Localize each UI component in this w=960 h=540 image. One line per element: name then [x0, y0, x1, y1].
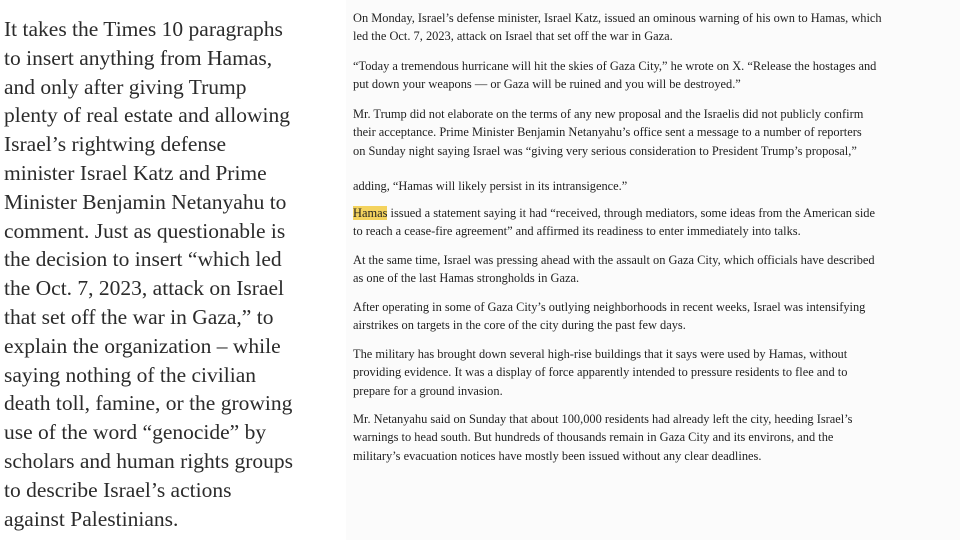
commentary-line: Minister Benjamin Netanyahu to — [4, 189, 287, 214]
article-line: After operating in some of Gaza City’s outlying neighborhoods in recent weeks, Israel was intensifying — [353, 300, 866, 314]
commentary-line: to insert anything from Hamas, — [4, 45, 273, 70]
article-paragraph — [353, 298, 953, 335]
commentary-line: It takes the Times 10 paragraphs — [4, 17, 283, 41]
article-paragraph — [353, 105, 953, 160]
commentary-line: scholars and human rights groups — [4, 448, 294, 473]
commentary-line: death toll, famine, or the growing — [4, 391, 293, 416]
commentary-line: plenty of real estate and allowing — [4, 103, 290, 128]
article-line: their acceptance. Prime Minister Benjamin Netanyahu’s office sent a message to a number of reporters — [353, 125, 862, 140]
article-line: led the Oct. 7, 2023, attack on Israel that set off the war in Gaza. — [353, 29, 673, 44]
article-line: military’s evacuation notices have mostly been issued without any clear deadlines. — [353, 448, 762, 463]
article-line: warnings to head south. But hundreds of thousands remain in Gaza City and its environs, and the — [353, 430, 834, 445]
article-line: prepare for a ground invasion. — [353, 383, 503, 398]
commentary-line: and only after giving Trump — [4, 74, 247, 99]
article-line: On Monday, Israel’s defense minister, Israel Katz, issued an ominous warning of his own to Hamas, which — [353, 11, 882, 25]
commentary-line: explain the organization – while — [4, 333, 281, 358]
highlighted-word: Hamas — [353, 206, 388, 220]
commentary-line: against Palestinians. — [4, 506, 179, 531]
commentary-line: the Oct. 7, 2023, attack on Israel — [4, 276, 285, 301]
article-line: providing evidence. It was a display of force apparently intended to pressure residents to flee and to — [353, 365, 848, 380]
article-line-rest: issued a statement saying it had “received, through mediators, some ideas from the American side — [387, 206, 875, 220]
commentary-text — [4, 15, 334, 533]
article-screenshot — [346, 0, 960, 540]
commentary-line: to describe Israel’s actions — [4, 477, 232, 502]
article-line: as one of the last Hamas strongholds in Gaza. — [353, 271, 580, 286]
commentary-line: use of the word “genocide” by — [4, 420, 267, 445]
commentary-line: saying nothing of the civilian — [4, 362, 256, 387]
article-line: “Today a tremendous hurricane will hit the skies of Gaza City,” he wrote on X. “Release the hostages and — [353, 59, 877, 73]
article-paragraph — [353, 345, 953, 400]
article-line: Mr. Trump did not elaborate on the terms of any new proposal and the Israelis did not publicly confirm — [353, 107, 864, 121]
article-paragraph — [353, 410, 953, 465]
article-paragraph — [353, 204, 953, 241]
article-line: The military has brought down several high-rise buildings that it says were used by Hamas, without — [353, 347, 848, 361]
article-line: to reach a cease-fire agreement” and affirmed its readiness to enter immediately into talks. — [353, 224, 801, 239]
commentary-line: that set off the war in Gaza,” to — [4, 304, 274, 329]
article-line: adding, “Hamas will likely persist in its intransigence.” — [353, 179, 628, 193]
article-paragraph — [353, 57, 953, 94]
article-line: At the same time, Israel was pressing ahead with the assault on Gaza City, which officials have described — [353, 253, 875, 267]
article-line: put down your weapons — or Gaza will be ruined and you will be destroyed.” — [353, 77, 741, 92]
article-line — [353, 204, 953, 222]
article-paragraph — [353, 9, 953, 46]
article-line: Mr. Netanyahu said on Sunday that about 100,000 residents had already left the city, heeding Israel’s — [353, 412, 853, 426]
article-paragraph — [353, 251, 953, 288]
commentary-line: comment. Just as questionable is — [4, 218, 286, 243]
article-paragraph — [353, 177, 953, 195]
commentary-line: the decision to insert “which led — [4, 247, 282, 272]
commentary-line: minister Israel Katz and Prime — [4, 160, 267, 185]
article-line: on Sunday night saying Israel was “giving very serious consideration to President Trump’s proposal,” — [353, 143, 857, 158]
article-line: airstrikes on targets in the core of the city during the past few days. — [353, 318, 686, 333]
commentary-line: Israel’s rightwing defense — [4, 132, 227, 157]
